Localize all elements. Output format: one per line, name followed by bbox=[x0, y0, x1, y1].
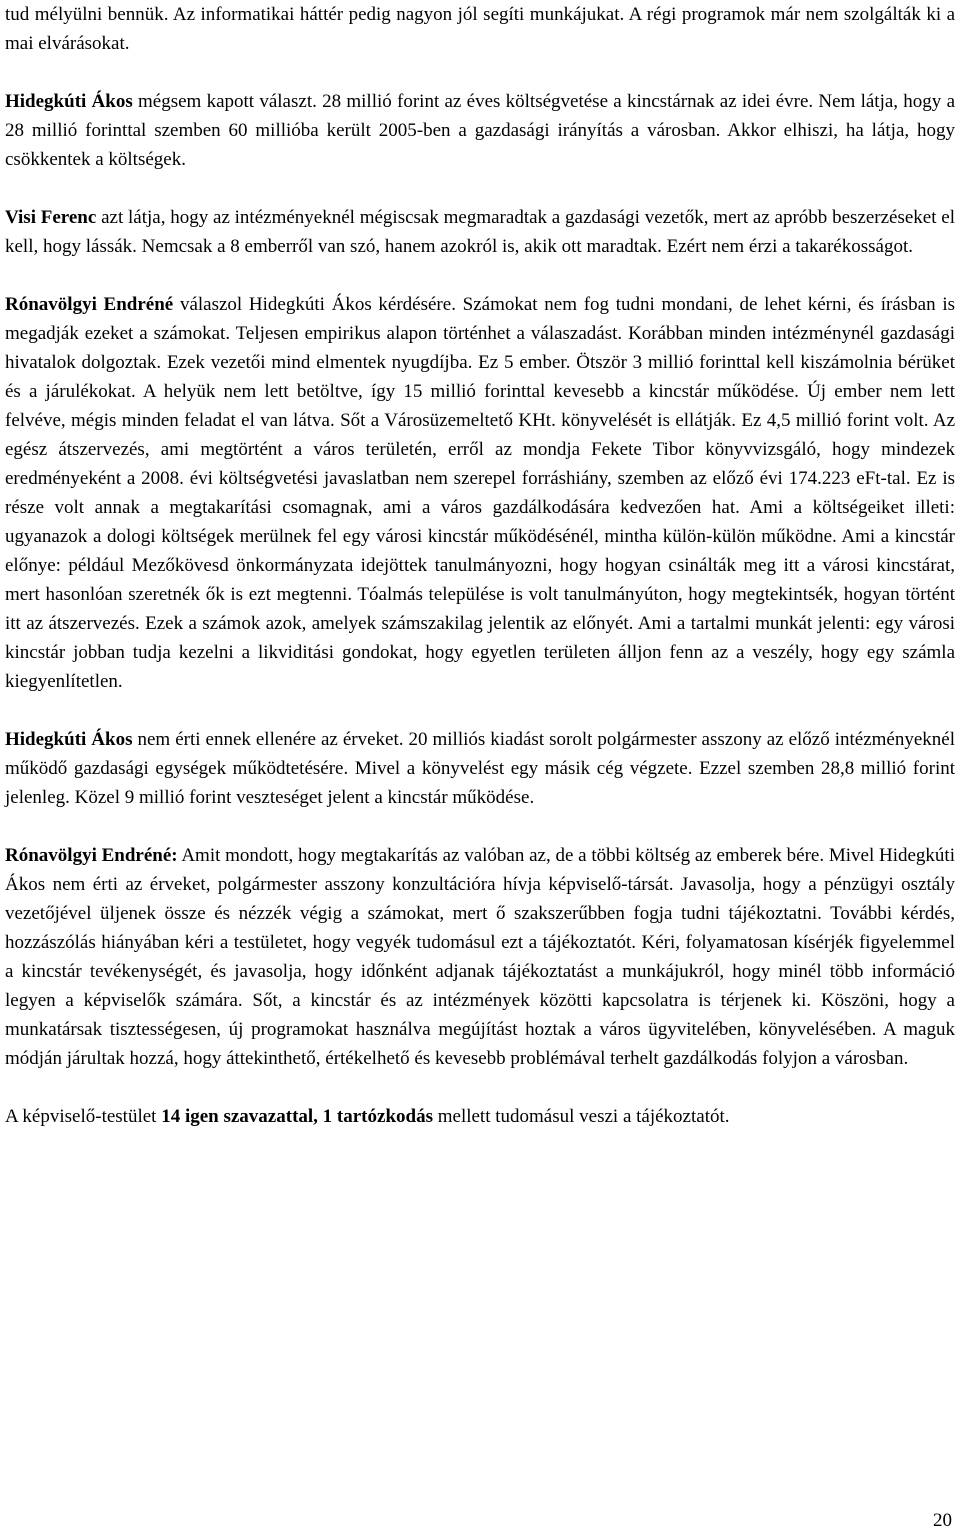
speaker-name: Visi Ferenc bbox=[5, 207, 97, 228]
paragraph-text: válaszol Hidegkúti Ákos kérdésére. Számokat nem fog tudni mondani, de lehet kérni, és írásban is megadják ezeket a számokat. Teljesen empirikus alapon történhet a válaszadást. Korábban minden intézménynél gazdasági hivatalok dolgoztak. Ezek vezetői mind elmentek nyugdíjba. Ez 5 ember. Ötször 3 millió forinttal kell kiszámolnia bérüket és a járulékokat. A helyük nem lett betöltve, így 15 millió forinttal kevesebb a kincstár működése. Új ember nem lett felvéve, mégis minden feladat el van látva. Sőt a Városüzemeltető KHt. könyvelését is ellátják. Ez 4,5 millió forint volt. Az egész átszervezés, ami megtörtént a város területén, erről az mondja Fekete Tibor könyvvizsgáló, hogy mindezek eredményeként a 2008. évi költségvetési javaslatban nem szerepel forráshiány, szemben az előző évi 174.223 eFt-tal. Ez is része volt annak a megtakarítási csomagnak, ami a város gazdálkodására kedvezően hat. Ami a költségeiket illeti: ugyanazok a dologi költségek merülnek fel egy városi kincstár működésénél, mintha külön-külön működne. Ami a kincstár előnye: például Mezőkövesd önkormányzata idejöttek tanulmányozni, hogy hogyan csinálták meg itt a városi kincstárat, mert hasonlóan szeretnék ők is ezt megtenni. Tóalmás települése is volt tanulmányúton, hogy megtekintsék, hogyan történt itt az átszervezés. Ezek a számok azok, amelyek számszakilag jelentik az előnyét. Ami a tartalmi munkát jelenti: egy városi kincstár jobban tudja kezelni a likviditási gondokat, hogy egyetlen területen álljon fenn az a veszély, hogy egy számla kiegyenlítetlen. bbox=[5, 294, 955, 692]
paragraph-text: mellett tudomásul veszi a tájékoztatót. bbox=[432, 1106, 730, 1127]
paragraph-hidegkuti-question bbox=[5, 87, 955, 174]
paragraph-text: azt látja, hogy az intézményeknél mégiscsak megmaradtak a gazdasági vezetők, mert az apróbb beszerzéseket el kell, hogy lássák. Nemcsak a 8 emberről van szó, hanem azokról is, akik ott maradtak. Ezért nem érzi a takarékosságot. bbox=[5, 207, 955, 257]
speaker-name: Hidegkúti Ákos bbox=[5, 91, 133, 112]
document-page bbox=[5, 0, 955, 1131]
paragraph-text: tud mélyülni bennük. Az informatikai háttér pedig nagyon jól segíti munkájukat. A régi programok már nem szolgálták ki a mai elvárásokat. bbox=[5, 4, 955, 54]
paragraph-text: Amit mondott, hogy megtakarítás az valóban az, de a többi költség az emberek bére. Mivel Hidegkúti Ákos nem érti az érveket, polgármester asszony konzultációra hívja képviselő-társát. Javasolja, hogy a pénzügyi osztály vezetőjével üljenek össze és nézzék végig a számokat, mert ő szakszerűbben fogja tudni tájékoztatni. További kérdés, hozzászólás hiányában kéri a testületet, hogy vegyék tudomásul ezt a tájékoztatót. Kéri, folyamatosan kísérjék figyelemmel a kincstár tevékenységét, és javasolja, hogy időnként adjanak tájékoztatást a munkájukról, hogy minél több információ legyen a képviselők számára. Sőt, a kincstár és az intézmények közötti kapcsolatra is térjenek ki. Köszöni, hogy a munkatársak tisztességesen, új programokat használva megújítást hoztak a város ügyvitelében, könyvelésében. A maguk módján járultak hozzá, hogy áttekinthető, értékelhető és kevesebb problémával terhelt gazdálkodás folyjon a városban. bbox=[5, 845, 955, 1069]
paragraph-text: A képviselő-testület bbox=[5, 1106, 162, 1127]
paragraph-ronavolgyi-answer bbox=[5, 290, 955, 696]
paragraph-ronavolgyi-closing bbox=[5, 841, 955, 1073]
speaker-name: Hidegkúti Ákos bbox=[5, 729, 133, 750]
paragraph-hidegkuti-response bbox=[5, 725, 955, 812]
vote-result: 14 igen szavazattal, 1 tartózkodás bbox=[161, 1106, 433, 1127]
page-number: 20 bbox=[933, 1510, 952, 1531]
paragraph-resolution bbox=[5, 1102, 955, 1131]
speaker-name: Rónavölgyi Endréné bbox=[5, 294, 174, 315]
paragraph-text: mégsem kapott választ. 28 millió forint az éves költségvetése a kincstárnak az idei évre. Nem látja, hogy a 28 millió forinttal szemben 60 millióba került 2005-ben a gazdasági irányítás a városban. Akkor elhiszi, ha látja, hogy csökkentek a költségek. bbox=[5, 91, 956, 170]
paragraph-continuation bbox=[5, 0, 955, 58]
paragraph-text: nem érti ennek ellenére az érveket. 20 milliós kiadást sorolt polgármester asszony az előző intézményeknél működő gazdasági egységek működtetésére. Mivel a könyvelést egy másik cég végzete. Ezzel szemben 28,8 millió forint jelenleg. Közel 9 millió forint veszteséget jelent a kincstár működése. bbox=[5, 729, 955, 808]
paragraph-visi-ferenc bbox=[5, 203, 955, 261]
speaker-name: Rónavölgyi Endréné: bbox=[5, 845, 178, 866]
